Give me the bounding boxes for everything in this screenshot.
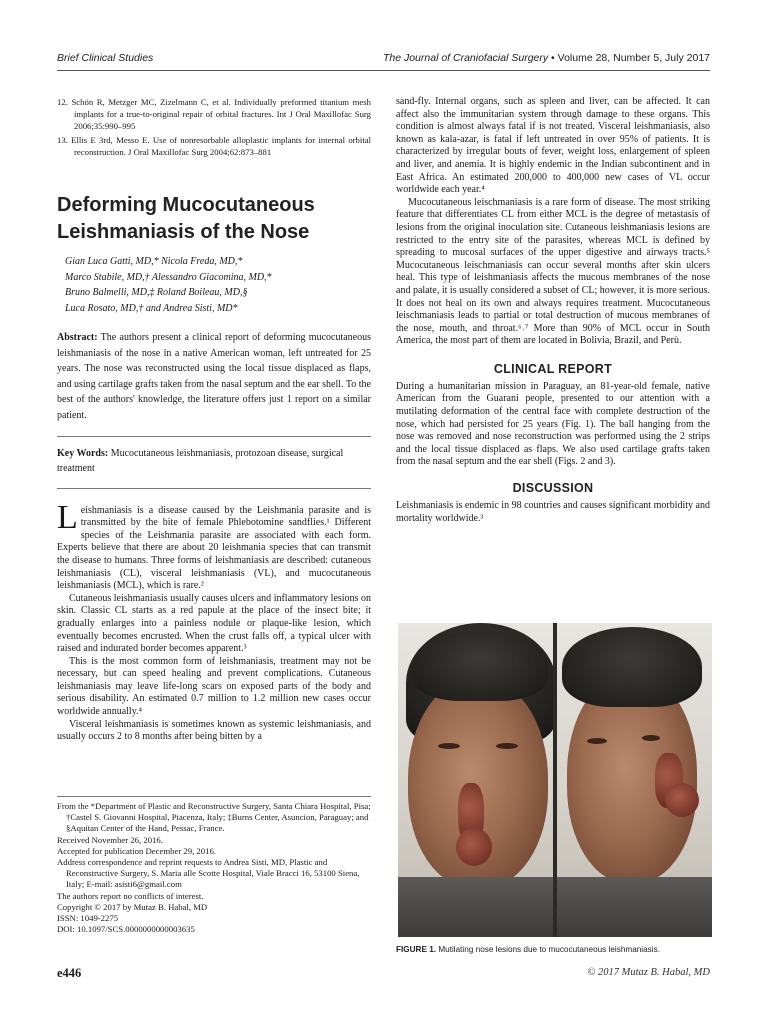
running-head-section: Brief Clinical Studies xyxy=(57,52,154,64)
body-paragraph: Mucocutaneous leischmaniasis is a rare form of disease. The most striking feature that differentiates CL from either MCL is the degree of metastasis of lesions from the original inoculation site. Cutaneous leishmaniasis lesions are restricted to the entry site of the parasites, whereas MCL is defined by spreading to mucosal surfaces of the upper digestive and airways tracts.⁵ Mucocutaneous leischmaniasis can occur several months after skin ulcers heal. This type of leishmaniasis affects the mucous membranes of the nose and palate, it is usually considered a subset of CL; however, it is more serious. It does not heal on its own and always requires treatment. Mucocutaneous leischmaniasis leads to partial or total destruction of mucous membranes of the nose, mouth, and throat.⁶˒⁷ More than 90% of MCL occur in South America, the most part of them are located in Bolivia, Brazil, and Perù. xyxy=(396,196,710,347)
body-paragraph: Visceral leishmaniasis is sometimes known as systemic leishmaniasis, and usually occurs 2 to 8 months after being bitten by a xyxy=(57,718,371,743)
section-heading-clinical-report: CLINICAL REPORT xyxy=(493,361,613,376)
footer-copyright: © 2017 Mutaz B. Habal, MD xyxy=(587,967,710,978)
reference-13: 13. Ellis E 3rd, Messo E. Use of nonresorbable alloplastic implants for internal orbital reconstruction. J Oral Maxillofac Surg 2004;62:873–881 xyxy=(57,135,371,157)
intro-paragraph: Leishmaniasis is a disease caused by the Leishmania parasite and is transmitted by the bite of female Phlebotomine sandflies.¹ Different species of the Leishmania parasite are associated with each form. Experts believe that there are about 20 leishmania species that can transmit the disease to humans. Three forms of leishmaniasis are described: cutaneous leishmaniasis (CL), visceral leishmaniasis (VL), and mucocutaneous leishmaniasis (MCL), which is rare.² xyxy=(57,498,371,592)
drop-cap: L xyxy=(57,498,78,536)
patient-photo-side xyxy=(557,623,712,937)
reference-12: 12. Schön R, Metzger MC, Zizelmann C, et al. Individually preformed titanium mesh implants for a true-to-original repair of orbital fractures. Int J Oral Maxillofac Surg 2006;35:990–995 xyxy=(57,97,371,131)
conflicts: The authors report no conflicts of interest. xyxy=(57,890,204,901)
header-rule xyxy=(57,70,710,71)
section-heading-discussion: DISCUSSION xyxy=(512,481,594,496)
body-paragraph: sand-fly. Internal organs, such as spleen and liver, can be affected. It can affect also the immunitarian system through damage to these organs. This condition is almost always fatal if is not treated. Visceral leishmaniasis, also known as kala-azar, is fatal if left untreated in over 95% of patients. It is characterized by irregular bouts of fever, weight loss, enlargement of spleen and liver, and anemia. It is highly endemic in the Indian subcontinent and in East Africa. An estimated 200,000 to 400,000 new cases of VL occur worldwide each year.⁴ xyxy=(396,96,710,196)
abstract-label: Abstract: xyxy=(57,332,98,343)
patient-photo-front xyxy=(398,623,553,937)
running-head-journal xyxy=(383,52,710,64)
figure-1-caption: FIGURE 1. Mutilating nose lesions due to mucocutaneous leishmaniasis. xyxy=(396,945,660,954)
left-column xyxy=(57,96,371,744)
journal-name: The Journal of Craniofacial Surgery xyxy=(382,52,549,64)
keywords: Key Words: Mucocutaneous leishmaniasis, protozoan disease, surgical treatment xyxy=(57,447,344,475)
figure-1-image xyxy=(398,623,712,937)
article-title: Deforming Mucocutaneous Leishmaniasis of the Nose xyxy=(57,194,315,243)
copyright-line: Copyright © 2017 by Mutaz B. Habal, MD xyxy=(57,901,208,912)
correspondence: Address correspondence and reprint requests to Andrea Sisti, MD, Plastic and Reconstructive Surgery, S. Maria alle Scotte Hospital, Viale Bracci 16, 53100 Siena, Italy; E-mail: asisti6@gmail.com xyxy=(57,857,360,890)
received-date: Received November 26, 2016. xyxy=(57,834,163,845)
affiliations: From the *Department of Plastic and Reconstructive Surgery, Santa Chiara Hospital, Pisa; †Castel S. Giovanni Hospital, Piacenza, Italy; ‡Burns Center, Asuncion, Paraguay; and §Aquitan Center of the Hand, Pessac, France. xyxy=(57,801,371,834)
page-number: e446 xyxy=(57,966,82,980)
header-bullet: • xyxy=(551,52,555,64)
author-line: Bruno Balmelli, MD,‡ Roland Boileau, MD,§ xyxy=(65,287,248,298)
author-line: Luca Rosato, MD,† and Andrea Sisti, MD* xyxy=(65,302,238,314)
body-paragraph: This is the most common form of leishmaniasis, treatment may not be necessary, but can speed healing and prevent complications. Cutaneous leishmaniasis may leave life-long scars on exposed parts of the body and serious disability. An estimated 0.7 million to 1.2 million new cases occur worldwide annually.⁴ xyxy=(57,655,371,718)
body-paragraph: Cutaneous leishmaniasis usually causes ulcers and inflammatory lesions on skin. Classic CL starts as a red papule at the place of the insect bite; it gradually enlarges into a painless nodule or plaque-like lesion, which eventually becomes encrusted. When the crust falls off, a typical ulcer with raised and indurated border becomes apparent.³ xyxy=(57,592,371,655)
footnotes xyxy=(57,796,371,935)
abstract: Abstract: The authors present a clinical report of deforming mucocutaneous leishmaniasis of the nose in a native American woman, left untreated for 25 years. The nose was reconstructed using the local tissue displaced as flaps, and using cartilage grafts taken from the nasal septum and the ear shell. To the best of the authors' knowledge, the literature offers just 1 report on a similar patient. xyxy=(57,332,371,421)
clinical-report-text: During a humanitarian mission in Paraguay, an 81-year-old female, native American from the Guarani people, presented to our attention with a mutilating deformation of the central face with complete destruction of the nose, which had persisted for 25 years (Fig. 1). The ball hanging from the nose was removed and nose reconstruction was performed using the 2 strips and the local tissue displaced as flaps. We also used cartilage grafts taken from the nasal septum and the ear shell (Figs. 2 and 3). xyxy=(396,380,710,468)
author-list xyxy=(65,254,371,316)
issn: ISSN: 1049-2275 xyxy=(57,913,119,924)
footnote-rule xyxy=(57,796,371,797)
discussion-text: Leishmaniasis is endemic in 98 countries and causes significant morbidity and mortality worldwide.³ xyxy=(396,500,710,524)
doi: DOI: 10.1097/SCS.0000000000003635 xyxy=(57,924,195,935)
journal-issue: Volume 28, Number 5, July 2017 xyxy=(557,52,710,64)
author-line: Marco Stabile, MD,† Alessandro Giacomina, MD,* xyxy=(65,271,272,283)
author-line: Gian Luca Gatti, MD,* Nicola Freda, MD,* xyxy=(65,256,243,267)
right-column xyxy=(396,96,710,525)
accepted-date: Accepted for publication December 29, 2016. xyxy=(57,845,216,856)
figure-label: FIGURE 1. xyxy=(396,945,437,954)
keywords-label: Key Words: xyxy=(57,447,109,459)
